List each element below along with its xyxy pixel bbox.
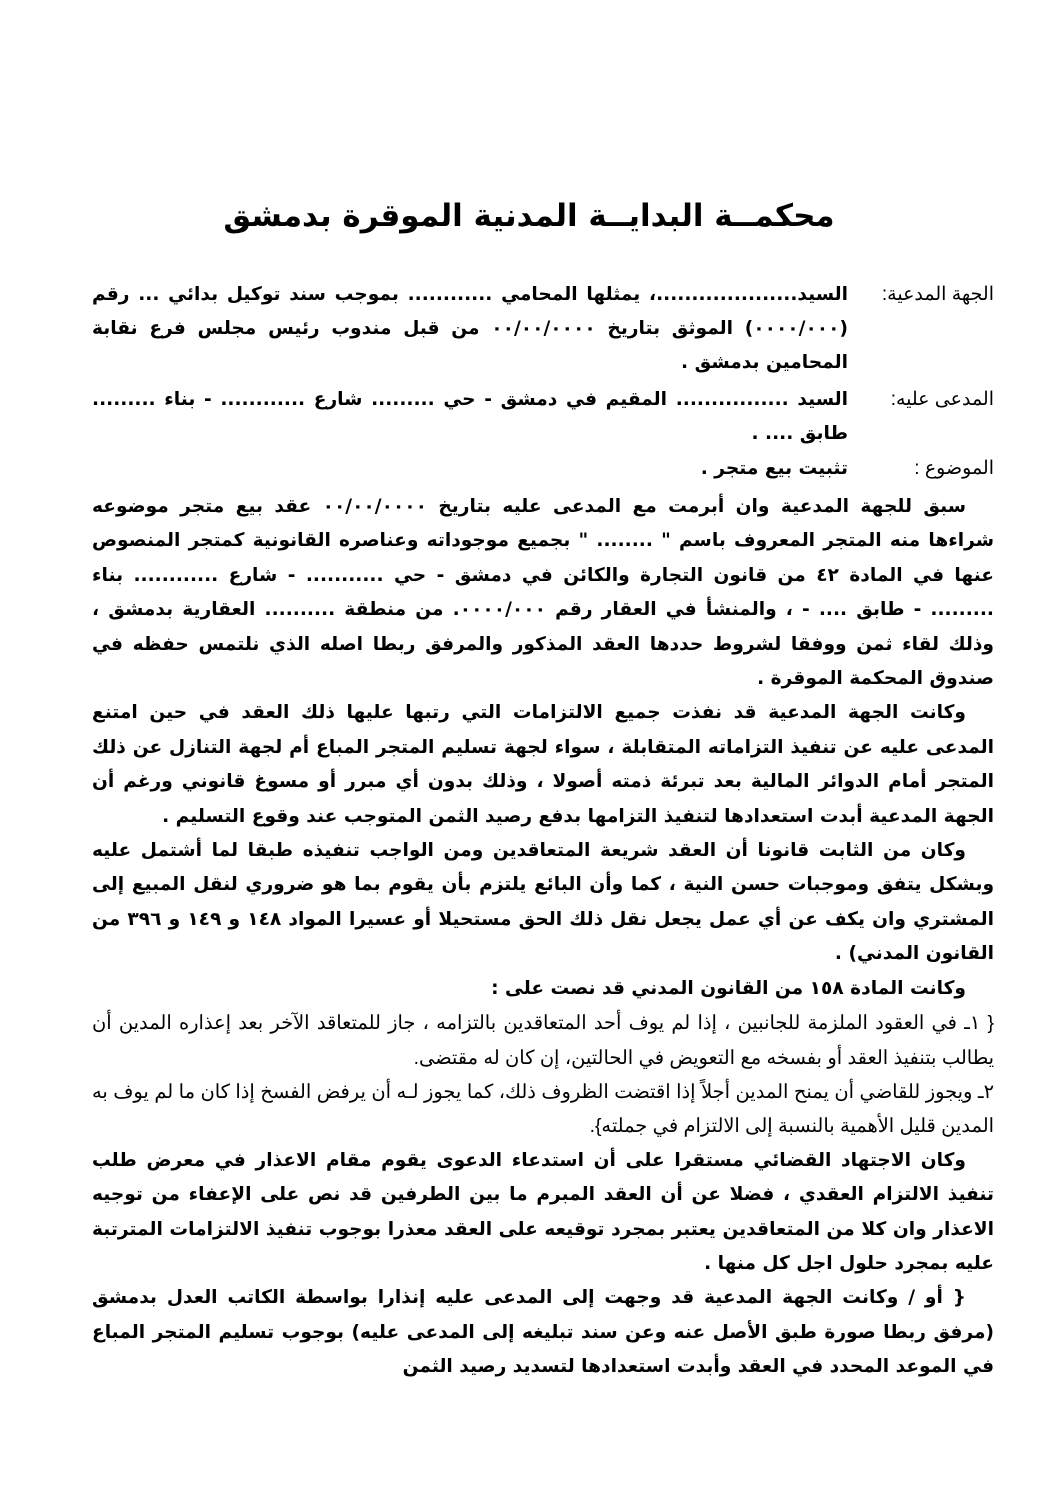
- body-paragraph: وكانت الجهة المدعية قد نفذت جميع الالتزامات التي رتبها عليها ذلك العقد في حين امتنع المدعى عليه عن تنفيذ التزاماته المتقابلة ، سواء لجهة تسليم المتجر المباع أم لجهة التنازل عن ذلك المتجر أمام الدوائر المالية بعد تبرئة ذمته أصولا ، وذلك بدون أي مبرر أو مسوغ قانوني ورغم أن الجهة المدعية أبدت استعدادها لتنفيذ التزامها بدفع رصيد الثمن المتوجب عند وقوع التسليم .: [92, 702, 994, 827]
- law-quote-clause: { ١ـ في العقود الملزمة للجانبين ، إذا لم يوف أحد المتعاقدين بالتزامه ، جاز للمتعاقد الآخر بعد إعذاره المدين أن يطالب بتنفيذ العقد أو بفسخه مع التعويض في الحالتين، إن كان له مقتضى.: [92, 1012, 994, 1069]
- subject-section: [92, 452, 994, 486]
- body-paragraph: { أو / وكانت الجهة المدعية قد وجهت إلى المدعى عليه إنذارا بواسطة الكاتب العدل بدمشق (مرفق ربطا صورة طبق الأصل عنه وعن سند تبليغه إلى المدعى عليه) بوجوب تسليم المتجر المباع في الموعد المحدد في العقد وأبدت استعدادها لتسديد رصيد الثمن: [92, 1287, 994, 1378]
- body-paragraph: وكانت المادة ١٥٨ من القانون المدني قد نصت على :: [491, 977, 966, 999]
- body-paragraph: وكان من الثابت قانونا أن العقد شريعة المتعاقدين ومن الواجب تنفيذه طبقا لما أشتمل عليه وبشكل يتفق وموجبات حسن النية ، كما وأن البائع يلتزم بأن يقوم بما هو ضروري لنقل المبيع إلى المشتري وان يكف عن أي عمل يجعل نقل ذلك الحق مستحيلا أو عسيرا المواد ١٤٨ و ١٤٩ و ٣٩٦ من القانون المدني) .: [92, 840, 995, 965]
- law-quote-clause: ٢ـ ويجوز للقاضي أن يمنح المدين أجلاً إذا اقتضت الظروف ذلك، كما يجوز لـه أن يرفض الفسخ إذا كان ما لم يوف به المدين قليل الأهمية بالنسبة إلى الالتزام في جملته}.: [92, 1080, 994, 1138]
- document-body: [92, 490, 994, 1385]
- defendant-section: [92, 383, 994, 451]
- plaintiff-section: [92, 278, 994, 380]
- plaintiff-text: السيد....................، يمثلها المحامي ............ بموجب سند توكيل بدائي ... رقم (٠٠٠٠/٠٠٠) الموثق بتاريخ ٠٠/٠٠/٠٠٠٠ من قبل مندوب رئيس مجلس فرع نقابة المحامين بدمشق .: [92, 284, 848, 373]
- subject-label: الموضوع :: [914, 458, 994, 479]
- body-paragraph: وكان الاجتهاد القضائي مستقرا على أن استدعاء الدعوى يقوم مقام الاعذار في معرض طلب تنفيذ الالتزام العقدي ، فضلا عن أن العقد المبرم ما بين الطرفين قد نص على الإعفاء من توجيه الاعذار وان كلا من المتعاقدين يعتبر بمجرد توقيعه على العقد معذرا بوجوب تنفيذ الالتزامات المترتبة عليه بمجرد حلول اجل كل منها .: [92, 1149, 994, 1274]
- defendant-label: المدعى عليه:: [890, 389, 994, 410]
- subject-text: تثبيت بيع متجر .: [700, 458, 848, 479]
- page-title: محكمــة البدايــة المدنية الموقرة بدمشق: [223, 198, 835, 234]
- body-paragraph: سبق للجهة المدعية وان أبرمت مع المدعى عليه بتاريخ ٠٠/٠٠/٠٠٠٠ عقد بيع متجر موضوعه شراءها منه المتجر المعروف باسم " ........ " بجميع موجوداته وعناصره القانونية كمتجر المنصوص عنها في المادة ٤٢ من قانون التجارة والكائن في دمشق - حي ........... - شارع ............ بناء ......... - طابق .... - ، والمنشأ في العقار رقم ٠٠٠٠/٠٠٠. من منطقة .......... العقارية بدمشق ، وذلك لقاء ثمن ووفقا لشروط حددها العقد المذكور والمرفق ربطا اصله الذي نلتمس حفظه في صندوق المحكمة الموقرة .: [92, 496, 994, 690]
- defendant-text: السيد ................ المقيم في دمشق - حي ......... شارع ............ - بناء ......... طابق .... .: [92, 389, 848, 444]
- plaintiff-label: الجهة المدعية:: [881, 284, 994, 305]
